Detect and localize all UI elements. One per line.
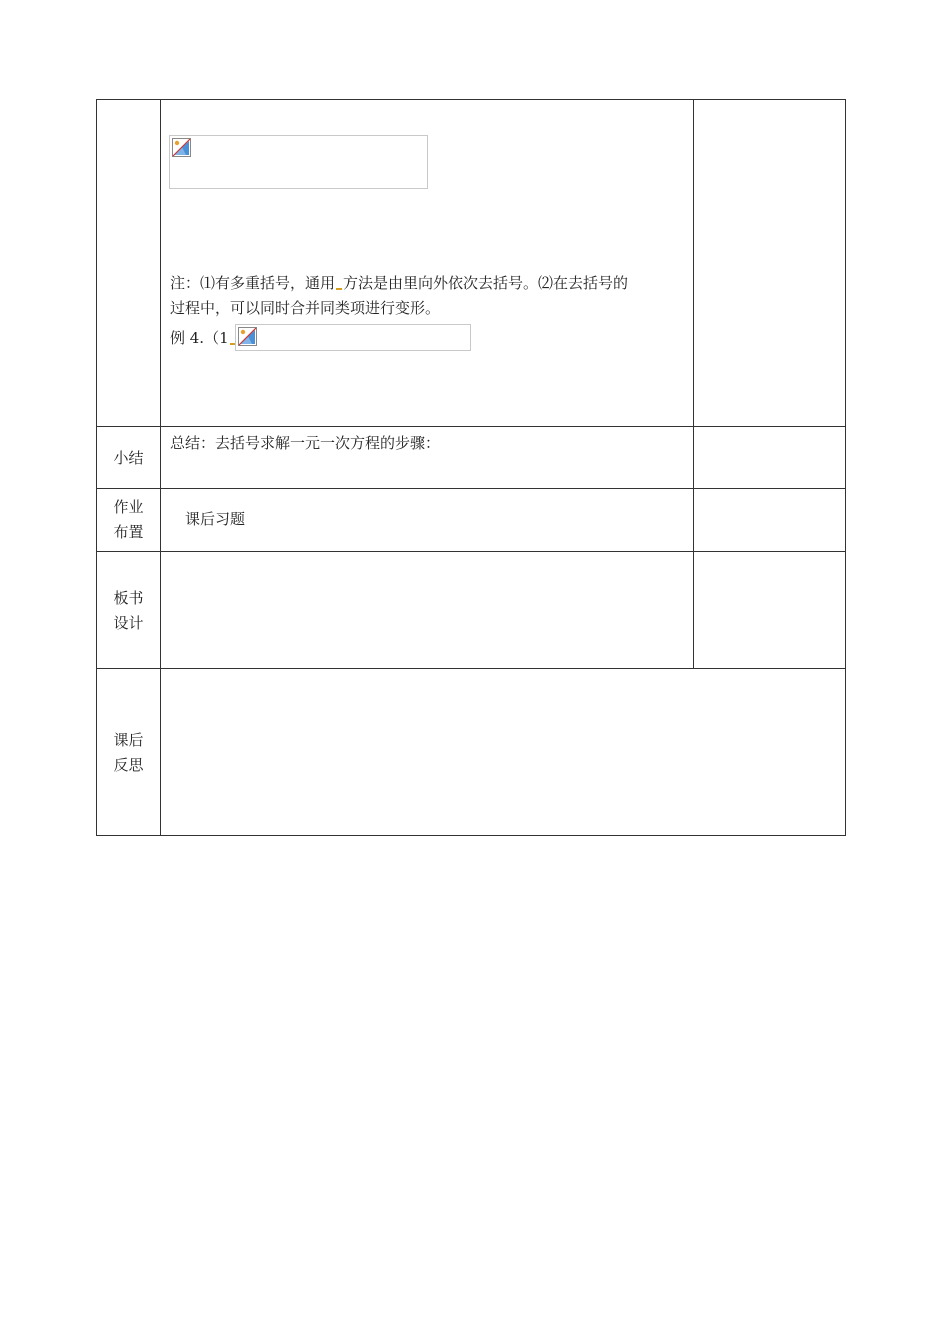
row-divider-1 [96,426,846,427]
board-design-label-line-1: 板书 [113,589,144,607]
broken-image-icon [172,138,191,157]
board-design-label-line-2: 设计 [113,614,144,632]
note-line-1-part-b: 方法是由里向外依次去括号。⑵在去括号的 [343,274,629,292]
column-divider-label [160,99,161,836]
homework-label-line-2: 布置 [113,523,144,541]
table-border-bottom [96,835,846,836]
formula-image-1 [169,135,428,189]
edit-mark [336,288,342,290]
summary-label: 小结 [113,449,144,467]
table-border-top [96,99,846,100]
board-design-label [97,586,160,636]
note-line-2: 过程中，可以同时合并同类项进行变形。 [170,299,441,317]
row-divider-2 [96,488,846,489]
reflection-label-line-2: 反思 [113,756,144,774]
homework-label-line-1: 作业 [113,498,144,516]
homework-text: 课后习题 [185,510,246,528]
row-divider-4 [96,668,846,669]
reflection-label-line-1: 课后 [113,731,144,749]
formula-image-2 [235,324,471,351]
summary-text: 总结：去括号求解一元一次方程的步骤： [170,434,441,452]
broken-image-icon [238,327,257,346]
note-line-1 [170,271,628,295]
reflection-label [97,728,160,778]
column-divider-notes [693,99,694,669]
homework-label [97,495,160,545]
row-divider-3 [96,551,846,552]
note-line-1-part-a: 注：⑴有多重括号，通用 [170,274,336,292]
example-prefix: 例 4.（1 [170,329,229,347]
table-border-right [845,99,846,836]
